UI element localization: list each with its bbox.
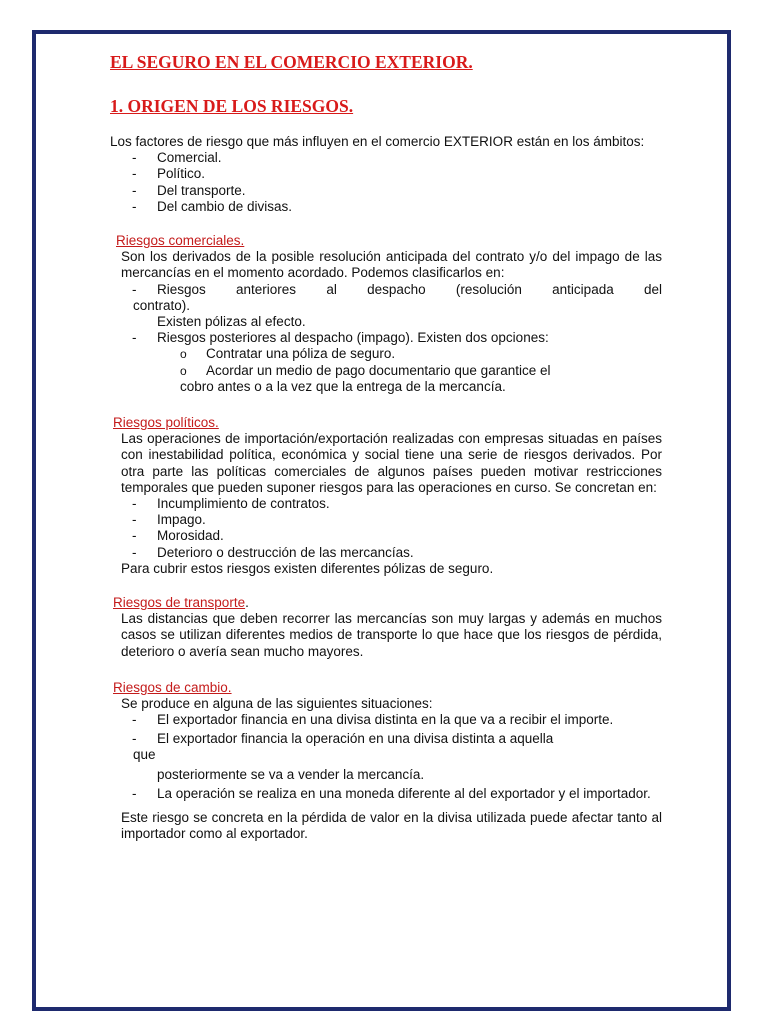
list-item: - Incumplimiento de contratos. xyxy=(110,496,662,512)
cambio-paragraph: Se produce en alguna de las siguientes situaciones: xyxy=(121,696,433,712)
politicos-paragraph: Las operaciones de importación/exportación realizadas con empresas situadas en países con inestabilidad política, económica y social tiene una serie de riesgos derivados. Por otra parte las políticas comerciales de algunos países pueden motivar restricciones temporales que pueden suponer riesgos para las operaciones en curso. Se concretan en: xyxy=(121,431,662,495)
heading-riesgos-cambio: Riesgos de cambio. xyxy=(113,679,232,695)
heading-riesgos-politicos: Riesgos políticos. xyxy=(113,415,219,431)
list-item-text: - Riesgos anteriores al despacho (resolución anticipada del xyxy=(157,281,662,297)
cambio-list xyxy=(110,712,662,746)
politicos-list xyxy=(110,496,662,561)
list-item: - Comercial. xyxy=(110,150,662,166)
list-item-continuation: Existen pólizas al efecto. xyxy=(157,314,306,330)
heading-riesgos-transporte: Riesgos de transporte xyxy=(113,595,246,611)
list-item: - La operación se realiza en una moneda diferente al del exportador y el importador. xyxy=(110,785,662,804)
heading-riesgos-comerciales: Riesgos comerciales. xyxy=(116,233,245,249)
document-body xyxy=(110,52,662,842)
section-title: 1. ORIGEN DE LOS RIESGOS. xyxy=(110,96,354,116)
list-item: - Del cambio de divisas. xyxy=(110,199,662,215)
politicos-closing: Para cubrir estos riesgos existen diferentes pólizas de seguro. xyxy=(121,560,494,576)
comerciales-sublist xyxy=(110,346,662,378)
transporte-paragraph: Las distancias que deben recorrer las mercancías son muy largas y además en muchos casos se utilizan diferentes medios de transporte lo que hace que los riesgos de pérdida, deterioro o avería sean mucho mayores. xyxy=(121,611,662,659)
list-item: - El exportador financia la operación en una divisa distinta a aquella xyxy=(110,731,662,747)
comerciales-list-2 xyxy=(110,330,662,346)
sub-list-continuation: cobro antes o a la vez que la entrega de la mercancía. xyxy=(180,378,506,394)
list-item: - Riesgos posteriores al despacho (impago). Existen dos opciones: xyxy=(110,330,662,346)
heading-period: . xyxy=(245,595,249,611)
list-item-continuation: posteriormente se va a vender la mercancía. xyxy=(157,766,425,782)
document-title: EL SEGURO EN EL COMERCIO EXTERIOR. xyxy=(110,52,473,72)
list-item-continuation: que xyxy=(133,746,156,762)
heading-riesgos-transporte-wrap xyxy=(110,595,662,611)
list-item: - Deterioro o destrucción de las mercancías. xyxy=(110,545,662,561)
list-item: - Del transporte. xyxy=(110,183,662,199)
cambio-closing: Este riesgo se concreta en la pérdida de valor en la divisa utilizada puede afectar tanto al importador como al exportador. xyxy=(121,809,662,841)
cambio-list-2 xyxy=(110,785,662,804)
list-item: - Político. xyxy=(110,166,662,182)
list-item: - Impago. xyxy=(110,512,662,528)
list-item xyxy=(110,282,662,298)
comerciales-paragraph: Son los derivados de la posible resolución anticipada del contrato y/o del impago de las mercancías en el momento acordado. Podemos clasificarlos en: xyxy=(121,249,662,281)
intro-list xyxy=(110,150,662,215)
comerciales-list xyxy=(110,282,662,298)
intro-paragraph: Los factores de riesgo que más influyen en el comercio EXTERIOR están en los ámbitos: xyxy=(110,134,645,149)
list-item-continuation: contrato). xyxy=(133,297,191,313)
sub-list-item: o Acordar un medio de pago documentario que garantice el xyxy=(110,363,662,379)
list-item: - Morosidad. xyxy=(110,528,662,544)
sub-list-item: o Contratar una póliza de seguro. xyxy=(110,346,662,362)
list-item: - El exportador financia en una divisa distinta en la que va a recibir el importe. xyxy=(110,712,662,728)
